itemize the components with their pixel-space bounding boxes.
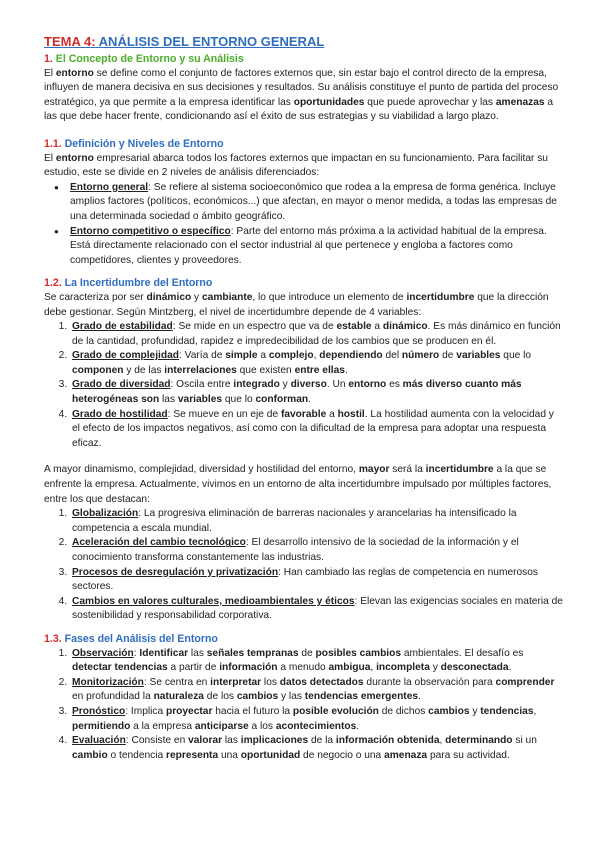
- variables-list: [44, 320, 564, 451]
- list-item: 2. Monitorización: Se centra en interpretar los datos detectados durante la observación para comprender en profundidad la naturaleza de los cambios y las tendencias emergentes.: [70, 676, 564, 705]
- paragraph-concepto: El entorno se define como el conjunto de factores externos que, sin estar bajo el control directo de la empresa, influyen de manera decisiva en sus decisiones y resultados. Su análisis constituye el punto de partida del proceso estratégico, ya que permite a la empresa identificar las oportunidades que puede aprovechar y las amenazas a las que debe hacer frente, condicionando así el éxito de sus estrategias y su viabilidad a largo plazo.: [44, 67, 559, 123]
- list-item: 4. Cambios en valores culturales, medioambientales y éticos: Elevan las exigencias sociales en materia de sostenibilidad y responsabilidad corporativa.: [70, 595, 564, 624]
- page-title: TEMA 4: ANÁLISIS DEL ENTORNO GENERAL: [44, 34, 325, 49]
- paragraph-definicion: El entorno empresarial abarca todos los factores externos que impactan en su funcionamiento. Para facilitar su estudio, este se divide en 2 niveles de análisis diferenciados:: [44, 152, 548, 179]
- list-item: 3. Grado de diversidad: Oscila entre integrado y diverso. Un entorno es más diverso cuanto más heterogéneas son las variables que lo conforman.: [70, 378, 564, 407]
- list-item: 4. Evaluación: Consiste en valorar las implicaciones de la información obtenida, determinando si un cambio o tendencia representa una oportunidad de negocio o una amenaza para su actividad.: [70, 734, 564, 763]
- section-heading-1-1: 1.1. Definición y Niveles de Entorno: [44, 137, 224, 150]
- factores-list: [44, 507, 564, 624]
- list-item: 2. Grado de complejidad: Varía de simple a complejo, dependiendo del número de variables que lo componen y de las interrelaciones que existen entre ellas.: [70, 349, 564, 378]
- section-heading-1-3: 1.3. Fases del Análisis del Entorno: [44, 632, 218, 645]
- list-item: 3. Procesos de desregulación y privatización: Han cambiado las reglas de competencia en numerosos sectores.: [70, 566, 564, 595]
- list-item: 1. Globalización: La progresiva eliminación de barreras nacionales y arancelarias ha intensificado la competencia a escala mundial.: [70, 507, 564, 536]
- paragraph-incertidumbre: Se caracteriza por ser dinámico y cambiante, lo que introduce un elemento de incertidumbre que la dirección debe gestionar. Según Mintzberg, el nivel de incertidumbre depende de 4 variables:: [44, 291, 549, 318]
- fases-list: [44, 647, 564, 764]
- list-item: 4. Grado de hostilidad: Se mueve en un eje de favorable a hostil. La hostilidad aumenta con la velocidad y el efecto de los impactos negativos, así como con la dificultad de la empresa para adoptar una respuesta eficaz.: [70, 408, 564, 452]
- list-item: ● Entorno general: Se refiere al sistema socioeconómico que rodea a la empresa de forma genérica. Incluye amplios factores (políticos, económicos...) que afectan, en mayor o menor medida, a todas las empresas de una determinada sociedad o ámbito geográfico.: [70, 181, 564, 225]
- paragraph-factores: A mayor dinamismo, complejidad, diversidad y hostilidad del entorno, mayor será la incertidumbre a la que se enfrente la empresa. Actualmente, vivimos en un entorno de alta incertidumbre impulsado por múltiples factores, entre los que destacan:: [44, 464, 552, 505]
- niveles-list: [44, 181, 564, 269]
- list-item: 2. Aceleración del cambio tecnológico: El desarrollo intensivo de la sociedad de la información y el conocimiento transforma constantemente las industrias.: [70, 536, 564, 565]
- section-heading-1: 1. El Concepto de Entorno y su Análisis: [44, 53, 244, 65]
- list-item: ● Entorno competitivo o específico: Parte del entorno más próxima a la actividad habitual de la empresa. Está directamente relacionado con el sector industrial al que pertenece y engloba a factores como competidores, clientes y proveedores.: [70, 225, 564, 269]
- list-item: 1. Grado de estabilidad: Se mide en un espectro que va de estable a dinámico. Es más dinámico en función de la cantidad, profundidad, rapidez e impredecibilidad de los cambios que se producen en él.: [70, 320, 564, 349]
- list-item: 3. Pronóstico: Implica proyectar hacia el futuro la posible evolución de dichos cambios y tendencias, permitiendo a la empresa anticiparse a los acontecimientos.: [70, 705, 564, 734]
- list-item: 1. Observación: Identificar las señales tempranas de posibles cambios ambientales. El desafío es detectar tendencias a partir de información a menudo ambigua, incompleta y desconectada.: [70, 647, 564, 676]
- section-heading-1-2: 1.2. La Incertidumbre del Entorno: [44, 277, 213, 290]
